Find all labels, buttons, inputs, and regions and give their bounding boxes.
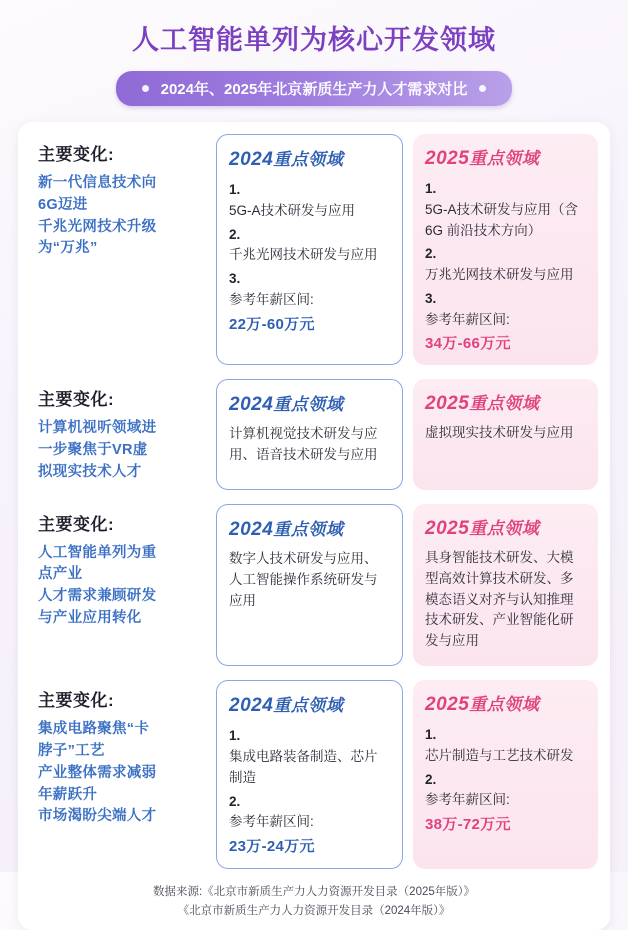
list-item-number: 1. (229, 728, 241, 744)
list-item: 参考年薪区间: (425, 792, 510, 808)
year-suffix: 重点领域 (469, 518, 540, 538)
comparison-card (18, 122, 610, 930)
change-line: 脖子”工艺 (38, 743, 105, 760)
year-suffix: 重点领域 (273, 519, 344, 539)
change-heading: 主要变化: (38, 691, 115, 711)
year-label: 2025 (425, 694, 470, 716)
column-header-2024 (229, 691, 390, 717)
list-item-number: 1. (425, 727, 437, 743)
dot-right-icon (479, 85, 486, 92)
change-body (38, 719, 202, 828)
list-item-number: 2. (229, 793, 241, 809)
page-title: 人工智能单列为核心开发领域 (132, 25, 496, 56)
change-cell (30, 134, 206, 365)
list-item-number: 1. (425, 181, 437, 196)
salary-range: 22万-60万元 (229, 315, 315, 333)
year-label: 2025 (425, 148, 470, 169)
change-line: 新一代信息技术向 (38, 175, 157, 191)
year-label: 2024 (229, 518, 274, 540)
cell-2025 (413, 134, 598, 365)
change-line: 计算机视听领域进 (38, 420, 157, 437)
column-header-2024 (229, 390, 390, 416)
year-label: 2025 (425, 517, 470, 539)
cell-2025 (413, 379, 598, 489)
list-item: 集成电路装备制造、芯片制造 (229, 748, 378, 785)
change-line: 6G迈进 (38, 196, 88, 213)
list-item: 虚拟现实技术研发与应用 (425, 425, 574, 441)
change-line: 产业整体需求减弱 (38, 764, 157, 781)
change-line: 点产业 (38, 566, 83, 583)
list-item: 具身智能技术研发、大模型高效计算技术研发、多模态语义对齐与认知推理技术研发、产业智能化研发与应用 (425, 549, 574, 649)
year-label: 2024 (229, 149, 274, 170)
year-suffix: 重点领域 (273, 696, 344, 716)
table-row (30, 504, 598, 667)
year-suffix: 重点领域 (273, 395, 344, 415)
change-line: 千兆光网技术升级 (38, 218, 157, 235)
column-header-2025 (425, 144, 586, 170)
list-item-number: 1. (229, 182, 241, 197)
list-item-number: 2. (425, 771, 437, 787)
cell-2024 (216, 504, 403, 667)
change-body (38, 543, 202, 630)
cell-2025 (413, 504, 598, 667)
cell-2024 (216, 379, 403, 489)
year-suffix: 重点领域 (469, 394, 540, 414)
cell-2024 (216, 680, 403, 869)
year-suffix: 重点领域 (469, 695, 540, 715)
change-line: 一步聚焦于VR虚 (38, 442, 148, 459)
change-body (38, 173, 202, 260)
table-row (30, 680, 598, 869)
column-header-2024 (229, 145, 390, 171)
column-header-2024 (229, 515, 390, 541)
change-line: 拟现实技术人才 (38, 463, 142, 480)
list-item: 5G-A技术研发与应用（含 6G 前沿技术方向） (425, 201, 579, 238)
change-cell (30, 379, 206, 489)
list-item: 芯片制造与工艺技术研发 (425, 747, 574, 763)
list-item-number: 2. (229, 226, 241, 242)
change-heading: 主要变化: (38, 514, 115, 534)
list-item: 数字人技术研发与应用、人工智能操作系统研发与应用 (229, 550, 378, 608)
column-header-2025 (425, 690, 586, 716)
change-heading: 主要变化: (38, 390, 115, 410)
column-header-2025 (425, 514, 586, 540)
change-line: 年薪跃升 (38, 786, 98, 803)
salary-range: 23万-24万元 (229, 838, 315, 856)
list-item: 参考年薪区间: (229, 814, 314, 830)
cell-2024 (216, 134, 403, 365)
salary-range: 38万-72万元 (425, 816, 511, 834)
source-line-1: 数据来源:《北京市新质生产力人力资源开发目录（2025年版）》 (152, 886, 476, 899)
list-item: 参考年薪区间: (425, 311, 510, 327)
source-note (30, 883, 598, 920)
year-suffix: 重点领域 (273, 150, 344, 169)
subtitle-text: 2024年、2025年北京新质生产力人才需求对比 (160, 81, 468, 98)
table-row (30, 379, 598, 489)
dot-left-icon (142, 85, 149, 92)
table-row (30, 134, 598, 365)
list-item: 千兆光网技术研发与应用 (229, 247, 378, 263)
column-header-2025 (425, 389, 586, 415)
year-label: 2024 (229, 394, 274, 416)
year-suffix: 重点领域 (469, 149, 540, 168)
list-item-number: 2. (425, 246, 437, 262)
change-line: 市场渴盼尖端人才 (38, 808, 157, 825)
change-cell (30, 680, 206, 869)
change-cell (30, 504, 206, 667)
infographic-page (0, 18, 628, 917)
list-item: 5G-A技术研发与应用 (229, 202, 356, 218)
change-line: 与产业应用转化 (38, 609, 142, 626)
list-item: 参考年薪区间: (229, 291, 314, 307)
change-line: 人才需求兼顾研发 (38, 588, 157, 605)
subtitle-container (18, 71, 610, 106)
list-item-number: 3. (425, 290, 437, 306)
subtitle-banner (116, 71, 513, 106)
list-item-number: 3. (229, 271, 241, 287)
cell-2025 (413, 680, 598, 869)
change-line: 人工智能单列为重 (38, 544, 157, 561)
source-line-2: 《北京市新质生产力人力资源开发目录（2024年版）》 (177, 904, 451, 917)
change-body (38, 418, 202, 483)
year-label: 2024 (229, 695, 274, 717)
change-line: 集成电路聚焦“卡 (38, 721, 150, 738)
change-line: 为“万兆” (38, 240, 98, 257)
change-heading: 主要变化: (38, 145, 115, 164)
year-label: 2025 (425, 393, 470, 415)
list-item: 万兆光网技术研发与应用 (425, 267, 574, 283)
salary-range: 34万-66万元 (425, 335, 511, 353)
list-item: 计算机视觉技术研发与应用、语音技术研发与应用 (229, 426, 378, 463)
